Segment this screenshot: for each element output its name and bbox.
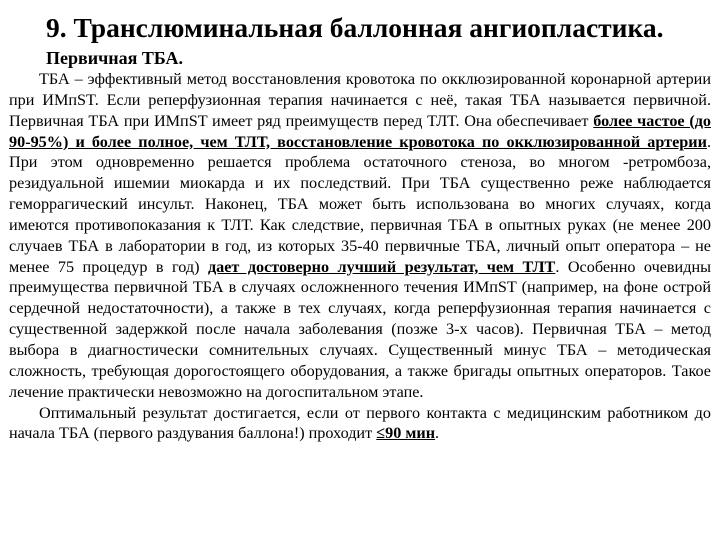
paragraph-optimal-time	[9, 403, 711, 445]
section-subtitle: Первичная ТБА.	[46, 48, 184, 68]
paragraph-text: .	[435, 424, 440, 443]
page-title: 9. Транслюминальная баллонная ангиопластика.	[46, 12, 664, 43]
paragraph-text: ТБА – эффективный метод восстановления кровотока по окклюзированной коронарной артерии при ИМпST. Если реперфузионная терапия начинается с неё, такая ТБА называется первичной. Первичная ТБА при ИМпST имеет ряд преимуществ перед ТЛТ. Она обеспечивает	[9, 70, 711, 130]
paragraph-primary-pci	[9, 69, 711, 403]
emphasis-time-limit: ≤90 мин	[376, 424, 436, 443]
emphasis-recanalization: более частое (до 90-95%) и более полное, чем ТЛТ, восстановление кровотока по окклюзированной артерии	[9, 111, 711, 151]
paragraph-text: . При этом одновременно решается проблема остаточного стеноза, во многом -ретромбоза, резидуальной ишемии миокарда и их последствий. При ТБА существенно реже наблюдается геморрагический инсульт. Наконец, ТБА может быть использована во многих случаях, когда имеются противопоказания к ТЛТ. Как следствие, первичная ТБА в опытных руках (не менее 200 случаев ТБА в лаборатории в год, из которых 35-40 первичные ТБА, личный опыт оператора – не менее 75 процедур в год)	[9, 132, 711, 276]
paragraph-text: Оптимальный результат достигается, если от первого контакта с медицинским работником до начала ТБА (первого раздувания баллона!) проходит	[9, 403, 711, 443]
paragraph-text: . Особенно очевидны преимущества первичной ТБА в случаях осложненного течения ИМпST (например, на фоне острой сердечной недостаточности), а также в тех случаях, когда реперфузионная терапия начинается с существенной задержкой после начала заболевания (позже 3-х часов). Первичная ТБА – метод выбора в диагностически сомнительных случаях. Существенный минус ТБА – методическая сложность, требующая дорогостоящего оборудования, а также бригады опытных операторов. Такое лечение практически невозможно на догоспитальном этапе.	[9, 257, 711, 401]
body-text	[9, 69, 711, 444]
emphasis-better-result: дает достоверно лучший результат, чем ТЛТ	[207, 257, 556, 276]
